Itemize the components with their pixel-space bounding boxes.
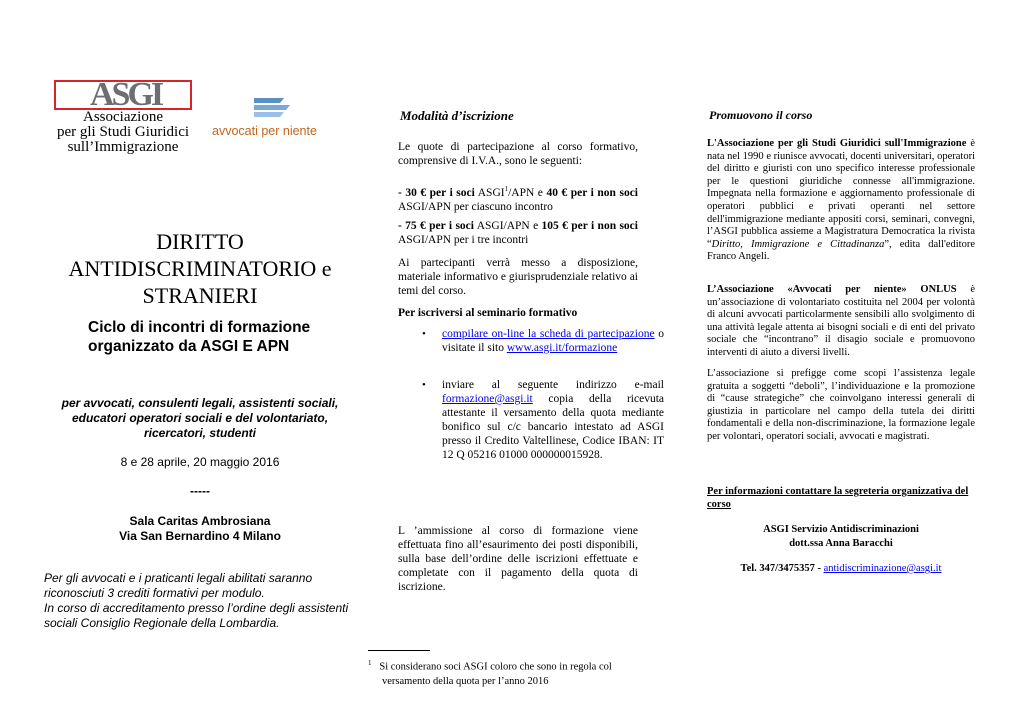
contact-email-link[interactable]: antidiscriminazione@asgi.it — [823, 563, 942, 574]
footnote: $^1$ Si considerano soci ASGI coloro che sono in regola col versamento della quota per l’anno 2016 — [368, 659, 612, 687]
info-heading: Per informazioni contattare la segreteria organizzativa del corso — [707, 486, 969, 510]
online-form-link[interactable]: compilare on-line la scheda di partecipazione — [442, 328, 655, 340]
contact-line: Tel. 347/3475357 - antidiscriminazione@asgi.it — [740, 563, 942, 574]
middle-column: Modalità d’iscrizione Le quote di partecipazione al corso formativo, comprensive di I.V.A., sono le seguenti: - 30 € per i soci ASGI$^1$/APN e 40 € per i non soci ASGI/APN per ciascuno incontro - 75 € per i soci ASGI/APN e 105 € per i non soci ASGI/APN per i tre incontri Ai partecipanti verrà messo a disposizione, materiale informativo e giurisprudenziale relativo ai temi del corso. Per iscriversi al seminario formativo • compilare on-line la scheda di partecipazione o visitate il sito www.asgi.it/formazione • inviare al seguente indirizzo e-mail formazione@asgi.it copia della ricevuta attestante il versamento della quota mediante bonifico sul c/c bancario intestato ad ASGI presso il Credito Valtellinese, Codice IBAN: IT 12 Q 05216 01000 000000015928. L ’ammissione al corso di formazione viene effettuata fino all’esaurimento dei posti disponibili, sulla base dell’ordine delle iscrizioni effettuate e completate con il pagamento della quota di iscrizione. — [398, 108, 664, 593]
fee-per-session: - 30 € per i soci ASGI$^1$/APN e 40 € per i non soci ASGI/APN per ciascuno incontro — [398, 185, 638, 213]
event-dates: 8 e 28 aprile, 20 maggio 2016 — [120, 455, 280, 469]
bullet-icon: • — [422, 379, 426, 391]
apn-logo-icon — [254, 96, 290, 118]
apn-description: L’Associazione «Avvocati per niente» ONLUS è un’associazione di volontariato costituita nel 2004 per volontà di alcuni avvocati particolarmente sensibili allo svolgimento di una attività legale attenta ai bisogni sociali e di enti del privato sociale che “incontrano” il disagio sociale e promuovono interventi di aiuto a diversi livelli. — [707, 284, 975, 358]
admission-note: L ’ammissione al corso di formazione viene effettuata fino all’esaurimento dei posti disponibili, sulla base dell’ordine delle iscrizioni effettuate e completate con il pagamento della quota di iscrizione. — [398, 525, 638, 593]
promoters-heading: Promuovono il corso — [709, 108, 813, 122]
fee-all-sessions: - 75 € per i soci ASGI/APN e 105 € per i non soci ASGI/APN per i tre incontri — [398, 220, 638, 246]
event-venue: Sala Caritas Ambrosiana Via San Bernardino 4 Milano — [119, 514, 281, 543]
office-name: ASGI Servizio Antidiscriminazioni — [763, 524, 919, 535]
apn-goals: L’associazione si prefigge come scopi l’assistenza legale gratuita a soggetti “deboli”, l’individuazione e la promozione di “cause strategiche” che coinvolgano interessi generali di giustizia in particolare nel campo della tutela dei diritti fondamentali e della non-discriminazione, la formazione legale per volontari, operatori sociali, avvocati e magistrati. — [707, 368, 975, 442]
register-heading: Per iscriversi al seminario formativo — [398, 307, 578, 319]
credits-note: Per gli avvocati e i praticanti legali abilitati saranno riconosciuti 3 crediti formativi per modulo. In corso di accreditamento presso l’ordine degli assistenti sociali Consiglio Regionale della Lombardia. — [44, 571, 349, 630]
footnote-rule — [368, 650, 430, 651]
materials-note: Ai partecipanti verrà messo a disposizione, materiale informativo e giurisprudenziale relativo ai temi del corso. — [398, 257, 638, 297]
asgi-logo — [54, 76, 192, 158]
page-subtitle: Ciclo di incontri di formazione organizzato da ASGI E APN — [88, 319, 311, 355]
registration-email-link[interactable]: formazione@asgi.it — [442, 393, 533, 405]
registration-heading: Modalità d’iscrizione — [400, 108, 514, 123]
asgi-description: L'Associazione per gli Studi Giuridici sull'Immigrazione è nata nel 1990 e riunisce avvocati, docenti universitari, operatori del diritto e giuristi con uno specifico interesse professionale per le questioni giuridiche connesse all'immigrazione. Impegnata nella formazione e aggiornamento professionale di operatori pubblici e privati operanti nel settore dell'immigrazione mediante appositi corsi, seminari, convegni, l’ASGI pubblica assieme a Magistratura Democratica la rivista “Diritto, Immigrazione e Cittadinanza”, edita dall'editore Franco Angeli. — [707, 138, 975, 263]
page-title: DIRITTO ANTIDISCRIMINATORIO e STRANIERI — [68, 229, 332, 308]
left-column — [40, 0, 360, 724]
asgi-logo-mark: ASGI — [90, 76, 162, 113]
right-column — [707, 0, 977, 724]
asgi-logo-name: Associazione per gli Studi Giuridici sull’Immigrazione — [56, 109, 190, 155]
fees-intro: Le quote di partecipazione al corso formativo, comprensive di I.V.A., sono le seguenti: — [398, 141, 638, 167]
bullet-icon: • — [422, 328, 426, 340]
separator: ----- — [190, 484, 210, 498]
apn-logo-text: avvocati per niente — [212, 124, 317, 138]
target-audience: per avvocati, consulenti legali, assistenti sociali, educatori operatori sociali e del volontariato, ricercatori, studenti — [61, 396, 339, 440]
website-link[interactable]: www.asgi.it/formazione — [506, 342, 618, 354]
apn-logo — [210, 96, 340, 146]
contact-name: dott.ssa Anna Baracchi — [789, 538, 893, 549]
